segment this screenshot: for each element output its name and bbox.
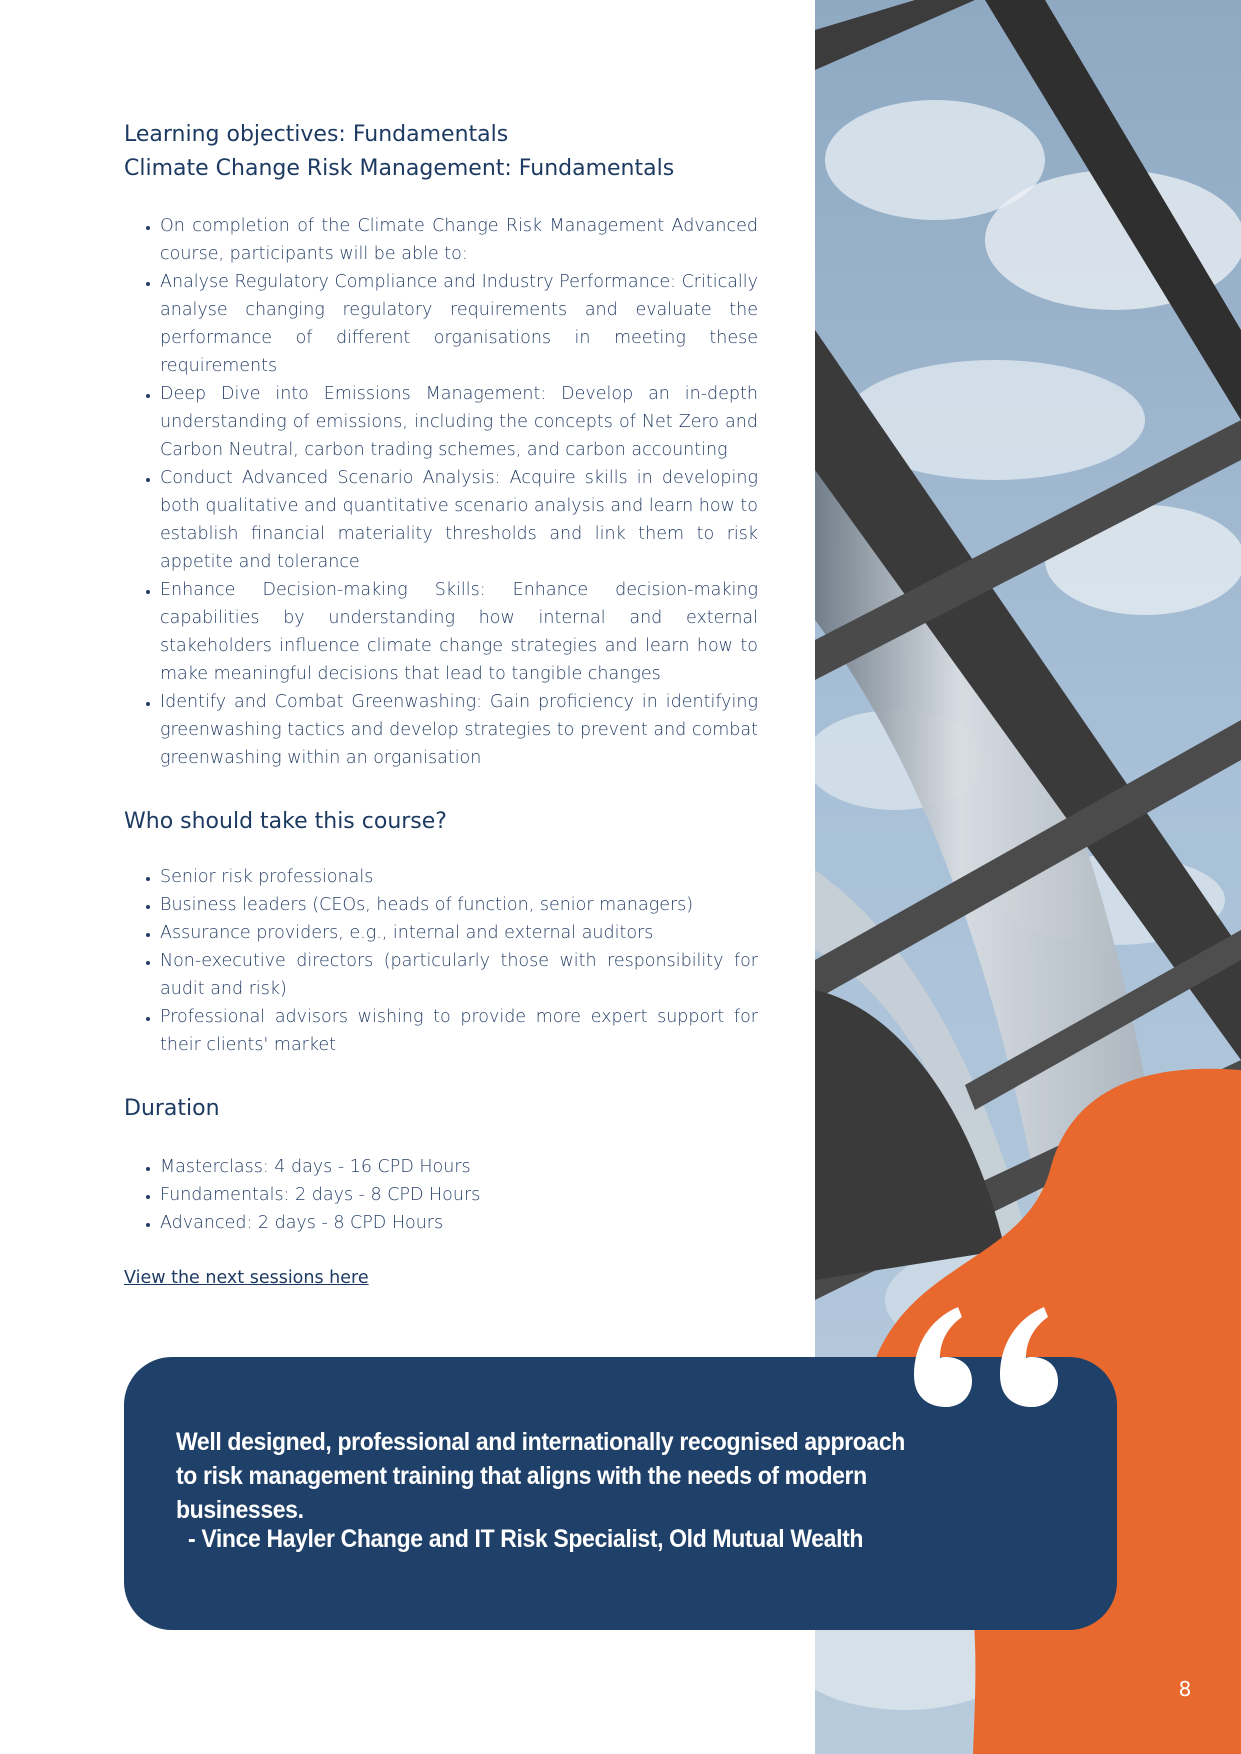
list-item: • Enhance Decision-making Skills: Enhance decision-making capabilities by understanding how internal and external stakeholders influence climate change strategies and learn how to make meaningful decisions that lead to tangible changes — [160, 576, 758, 688]
page-number: 8 — [1178, 1677, 1192, 1701]
testimonial-quote — [176, 1425, 986, 1527]
list-item: • Deep Dive into Emissions Management: Develop an in-depth understanding of emissions, including the concepts of Net Zero and Carbon Neutral, carbon trading schemes, and carbon accounting — [160, 380, 758, 464]
next-sessions-link[interactable]: View the next sessions here — [124, 1268, 369, 1288]
testimonial-line-1: Well designed, professional and internationally recognised approach — [176, 1428, 905, 1456]
list-item: • Identify and Combat Greenwashing: Gain proficiency in identifying greenwashing tactics and develop strategies to prevent and combat greenwashing within an organisation — [160, 688, 758, 772]
audience-list — [124, 863, 758, 1059]
testimonial-author: - Vince Hayler Change and IT Risk Specialist, Old Mutual Wealth — [188, 1525, 864, 1553]
list-item: • Assurance providers, e.g., internal and external auditors — [160, 919, 758, 947]
list-item: • Fundamentals: 2 days - 8 CPD Hours — [160, 1181, 758, 1209]
list-item: • Professional advisors wishing to provide more expert support for their clients' market — [160, 1003, 758, 1059]
duration-section-title: Duration — [124, 1096, 220, 1121]
list-item: • Non-executive directors (particularly those with responsibility for audit and risk) — [160, 947, 758, 1003]
page-title-line-2: Climate Change Risk Management: Fundamentals — [124, 156, 675, 181]
who-section-title: Who should take this course? — [124, 809, 447, 834]
list-item: • Analyse Regulatory Compliance and Industry Performance: Critically analyse changing regulatory requirements and evaluate the performance of different organisations in meeting these requirements — [160, 268, 758, 380]
list-item: • On completion of the Climate Change Risk Management Advanced course, participants will be able to: — [160, 212, 758, 268]
list-item: • Masterclass: 4 days - 16 CPD Hours — [160, 1153, 758, 1181]
page-title-line-1: Learning objectives: Fundamentals — [124, 122, 509, 147]
list-item: • Business leaders (CEOs, heads of function, senior managers) — [160, 891, 758, 919]
list-item: • Senior risk professionals — [160, 863, 758, 891]
main-content — [124, 118, 758, 1292]
duration-list — [124, 1153, 758, 1237]
open-quote-icon — [910, 1305, 1070, 1413]
objectives-list — [124, 212, 758, 772]
testimonial-line-2: to risk management training that aligns with the needs of modern businesses. — [176, 1462, 867, 1524]
list-item: • Conduct Advanced Scenario Analysis: Acquire skills in developing both qualitative and quantitative scenario analysis and learn how to establish financial materiality thresholds and link them to risk appetite and tolerance — [160, 464, 758, 576]
list-item: • Advanced: 2 days - 8 CPD Hours — [160, 1209, 758, 1237]
